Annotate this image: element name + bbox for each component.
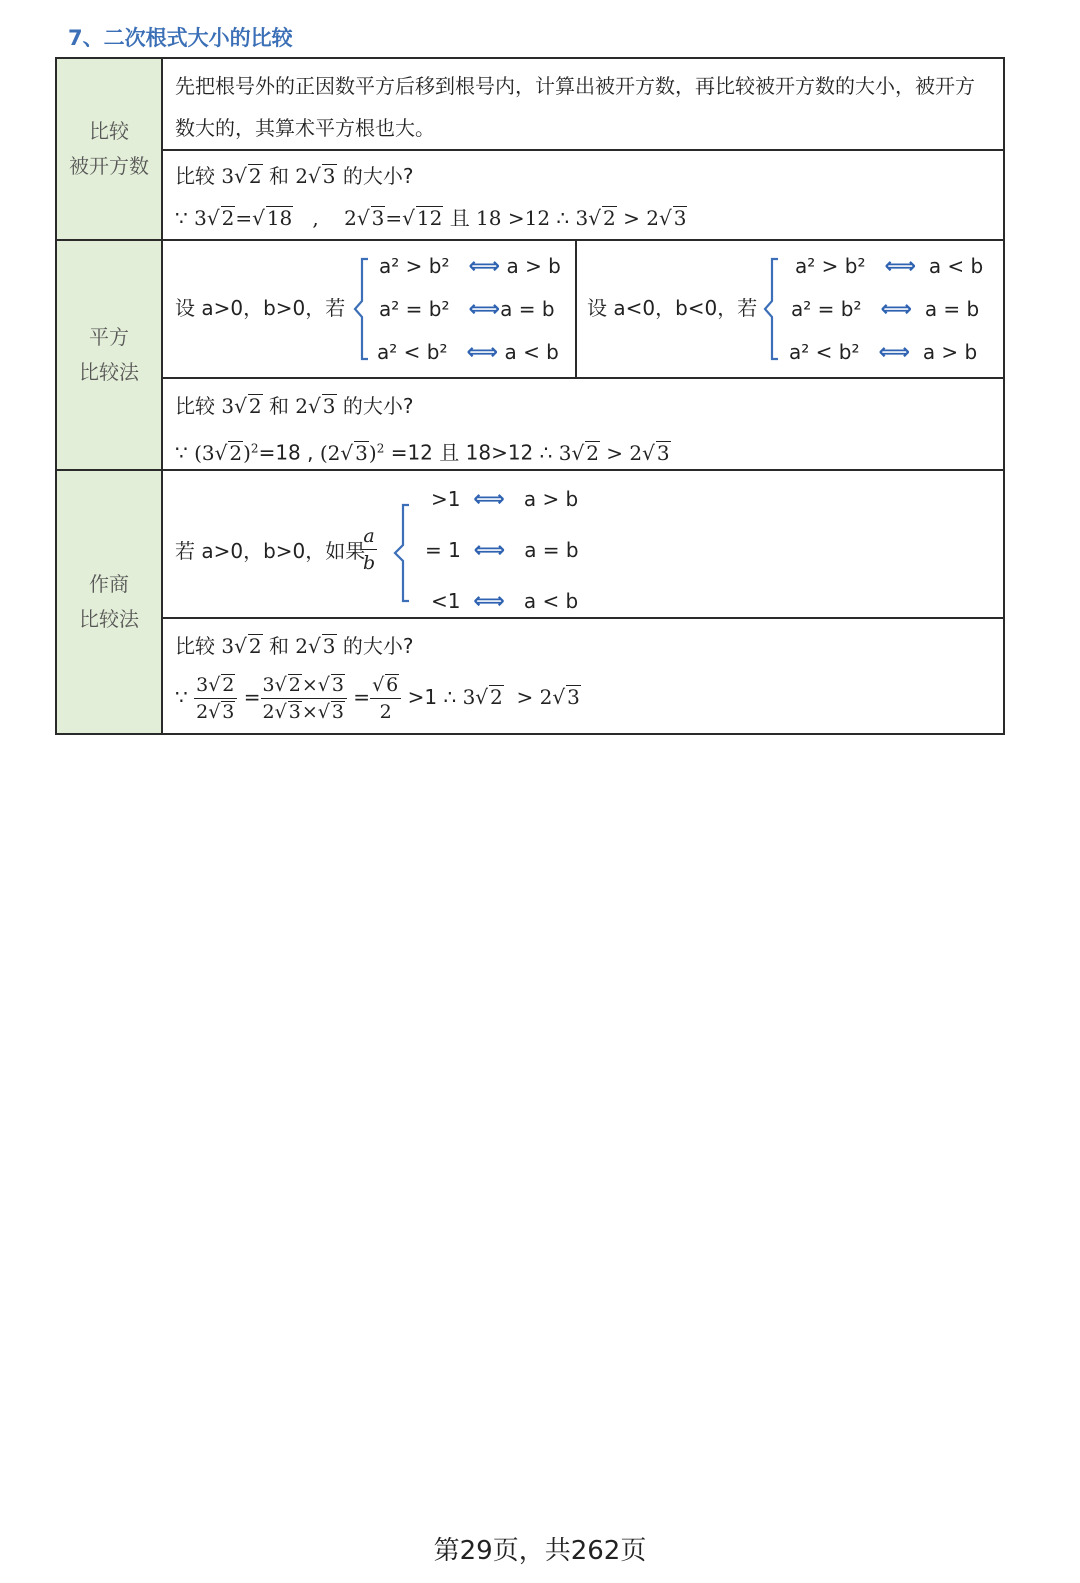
example3-solution: ∵ $\frac{3√ 2}{2√ 3}$ = $\frac{3√ 2\times√ 3}{2√ 3\times√ 3}$ = $\frac{√ 6}{2}$ >1 ∴ 3√ 2 > 2√ 3 [175, 674, 580, 723]
quotient-rules-cell: 若 a>0，b>0，如果 $\frac{a}{b}$ >1 ⟺ a > b = 1 ⟺ a = b <1 ⟺ a < b [162, 470, 1004, 618]
brace-icon [389, 503, 411, 603]
example2-cell [162, 378, 1004, 470]
example3-question: 比较 3√ 2 和 2√ 3 的大小? [175, 634, 414, 658]
section-title: 7、二次根式大小的比较 [68, 26, 293, 50]
example2-solution: ∵ (3√ 2)$^2$=18 , (2√ 3)$^2$ =12 且 18>12 ∴ 3√ 2 > 2√ 3 [175, 440, 670, 465]
iff-arrow-icon: ⟺ [473, 538, 506, 563]
example2-question: 比较 3√ 2 和 2√ 3 的大小? [175, 394, 414, 418]
iff-arrow-icon: ⟺ [466, 340, 499, 365]
brace-icon [350, 257, 370, 361]
iff-arrow-icon: ⟺ [468, 254, 501, 279]
rule-row: a² < b² ⟺ a < b [377, 340, 559, 365]
example1-solution: ∵ 3√ 2=√ 18 , 2√ 3=√ 12 且 18 >12 ∴ 3√ 2 > 2√ 3 [175, 206, 687, 230]
rule-row: <1 ⟺ a < b [431, 589, 579, 614]
positive-case: 设 a>0，b>0，若 a² > b² ⟺ a > b a² = b² ⟺a = b a² < b² ⟺ a < b [163, 241, 577, 377]
rule-row: = 1 ⟺ a = b [425, 538, 579, 563]
negative-case: 设 a<0，b<0，若 a² > b² ⟺ a < b a² = b² ⟺ a = b a² < b² ⟺ a > b [587, 254, 984, 365]
desc-cell [162, 58, 1004, 150]
example1-question: 比较 3√ 2 和 2√ 3 的大小? [175, 164, 414, 188]
iff-arrow-icon: ⟺ [884, 254, 917, 279]
comparison-table [55, 57, 1005, 735]
iff-arrow-icon: ⟺ [880, 297, 913, 322]
rule-row: a² = b² ⟺a = b [379, 297, 555, 322]
iff-arrow-icon: ⟺ [468, 297, 501, 322]
rule-row: a² = b² ⟺ a = b [791, 297, 980, 322]
page-footer: 第29页，共262页 [433, 1536, 647, 1566]
label-compare-radicand: 比较 被开方数 [56, 58, 162, 240]
example3-cell [162, 618, 1004, 734]
rule-row: a² > b² ⟺ a > b [379, 254, 561, 279]
a-over-b-fraction: $\frac{a}{b}$ [363, 525, 376, 574]
example1-cell [162, 150, 1004, 240]
iff-arrow-icon: ⟺ [473, 487, 505, 512]
rule-row: >1 ⟺ a > b [431, 487, 579, 512]
label-quotient-method: 作商 比较法 [56, 470, 162, 734]
method-description: 先把根号外的正因数平方后移到根号内，计算出被开方数，再比较被开方数的大小，被开方数大的，其算术平方根也大。 [175, 74, 975, 140]
label-square-method: 平方 比较法 [56, 240, 162, 470]
rule-row: a² > b² ⟺ a < b [795, 254, 984, 279]
iff-arrow-icon: ⟺ [878, 340, 911, 365]
rule-row: a² < b² ⟺ a > b [789, 340, 978, 365]
brace-icon [760, 257, 780, 361]
square-rules-cell [162, 240, 1004, 378]
iff-arrow-icon: ⟺ [473, 589, 505, 614]
